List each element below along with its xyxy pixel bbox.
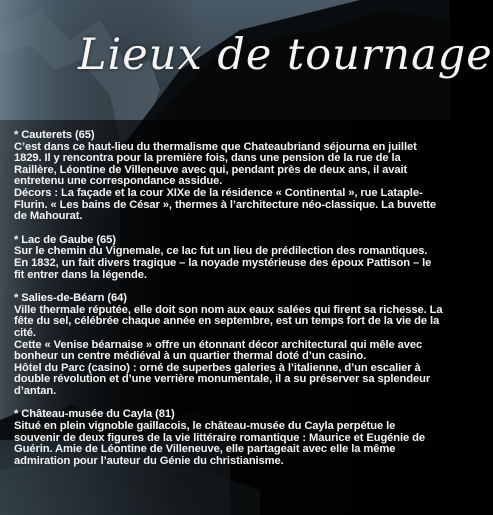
location-description: C’est dans ce haut-lieu du thermalisme que Chateaubriand séjourna en juillet 1829. Il y rencontra pour la première fois, dans une pension de la rue de la Raillère, Léontine de Villeneuve avec qui, pendant près de deux ans, il avait entretenu une correspondance assidue. — [14, 140, 417, 188]
locations-list — [14, 130, 444, 479]
location-description: Sur le chemin du Vignemale, ce lac fut un lieu de prédilection des romantiques. En 1832, un fait divers tragique – la noyade mystérieuse des époux Pattison – le fit entrer dans la légende. — [14, 245, 432, 281]
location-description: Situé en plein vignoble gaillacois, le château-musée du Cayla perpétue le souvenir de deux figures de la vie littéraire romantique : Maurice et Eugénie de Guérin. Amie de Léontine de Villeneuve, elle partageait avec elle la même admiration pour l’auteur du Génie du christianisme. — [14, 420, 426, 467]
location-heading: * Lac de Gaube (65) — [14, 233, 116, 246]
location-description: Hôtel du Parc (casino) : orné de superbes galeries à l’italienne, d’un escalier à double révolution et d’une verrière monumentale, il a su préserver sa splendeur d’antan. — [14, 361, 431, 397]
location-description: Cette « Venise béarnaise » offre un étonnant décor architectural qui mêle avec bonheur un centre médiéval à un quartier thermal doté d’un casino. — [14, 338, 423, 363]
location-heading: * Cauterets (65) — [14, 129, 95, 141]
page-title: Lieux de tournage — [78, 30, 493, 80]
location-cauterets — [14, 130, 444, 223]
location-chateau-du-cayla — [14, 409, 444, 467]
location-lac-de-gaube — [14, 235, 444, 281]
location-salies-de-bearn — [14, 293, 444, 397]
location-description: Ville thermale réputée, elle doit son nom aux eaux salées qui firent sa richesse. La fête du sel, célébrée chaque année en septembre, est un temps fort de la vie de la cité. — [14, 303, 443, 339]
location-heading: * Salies-de-Béarn (64) — [14, 292, 127, 305]
location-heading: * Château-musée du Cayla (81) — [14, 408, 175, 421]
location-decors: Décors : La façade et la cour XIXe de la résidence « Continental », rue Lataple-Flurin. « Les bains de César », thermes à l’architecture néo-classique. La buvette de Mahourat. — [14, 186, 437, 223]
